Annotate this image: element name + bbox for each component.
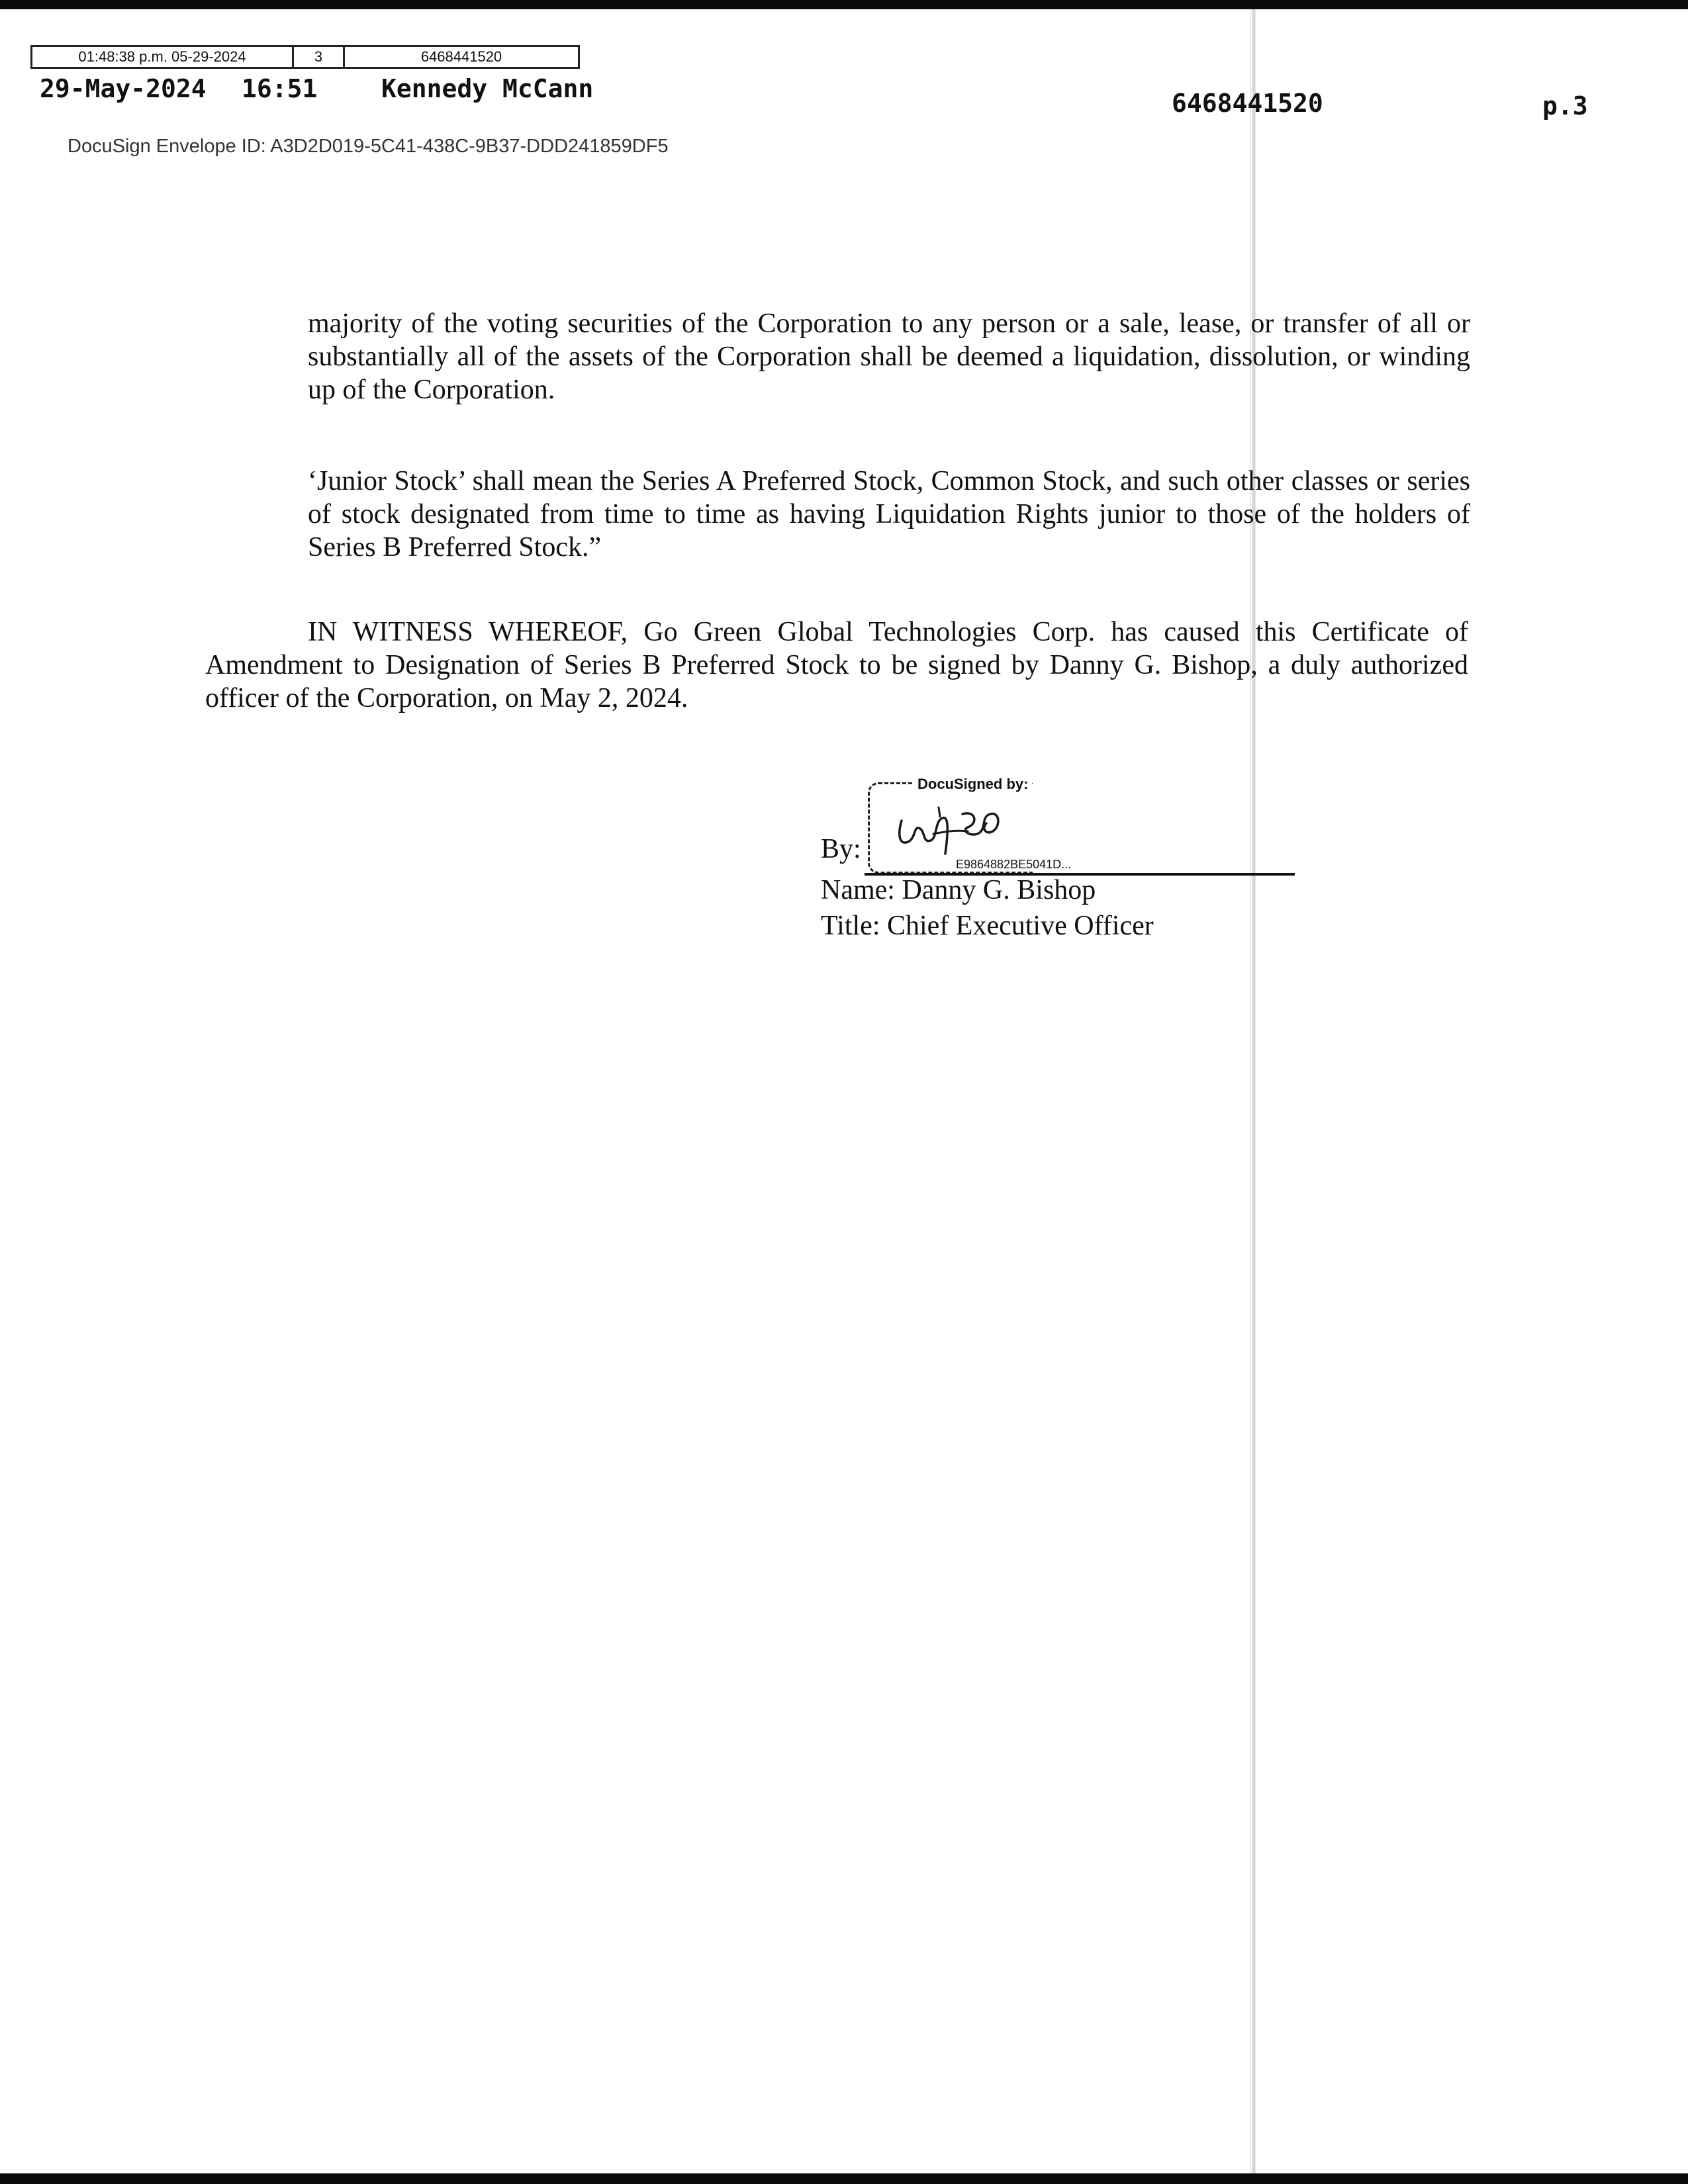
docusign-envelope-id: DocuSign Envelope ID: A3D2D019-5C41-438C-9B37-DDD241859DF5 xyxy=(68,136,669,157)
body-paragraph-2: ‘Junior Stock’ shall mean the Series A Preferred Stock, Common Stock, and such other classes or series of stock designated from time to time as having Liquidation Rights junior to those of the holders of Series B Preferred Stock.” xyxy=(308,466,1470,563)
handwritten-signature xyxy=(894,794,1013,867)
fax-header-page: p.3 xyxy=(1542,91,1588,120)
fax-stamp xyxy=(30,45,580,69)
body-paragraph-1: majority of the voting securities of the Corporation to any person or a sale, lease, or transfer of all or substantially all of the assets of the Corporation shall be deemed a liquidation, dissolution, or winding up of the Corporation. xyxy=(308,308,1470,405)
signature-by-label: By: xyxy=(821,834,861,864)
fax-header-phone: 6468441520 xyxy=(1172,89,1323,118)
signatory-title: Title: Chief Executive Officer xyxy=(821,911,1154,941)
fax-header-sender: Kennedy McCann xyxy=(381,74,594,103)
signatory-name: Name: Danny G. Bishop xyxy=(821,875,1096,905)
fax-stamp-page-count: 3 xyxy=(294,47,345,67)
fax-stamp-number: 6468441520 xyxy=(420,48,502,65)
docusign-signature-id: E9864882BE5041D... xyxy=(953,858,1074,872)
body-paragraph-3: IN WITNESS WHEREOF, Go Green Global Technologies Corp. has caused this Certificate of Amendment to Designation of Series B Preferred Stock to be signed by Danny G. Bishop, a duly authorized officer of the Corporation, on May 2, 2024. xyxy=(205,617,1468,713)
signature-block xyxy=(821,776,1337,961)
fax-header-date: 29-May-2024 xyxy=(40,74,207,103)
scan-border-top xyxy=(0,0,1688,9)
fax-stamp-datetime: 01:48:38 p.m. 05-29-2024 xyxy=(32,47,294,67)
scan-border-bottom xyxy=(0,2173,1688,2184)
fax-header-time: 16:51 xyxy=(242,74,318,103)
docusign-label: DocuSigned by: xyxy=(914,776,1032,793)
